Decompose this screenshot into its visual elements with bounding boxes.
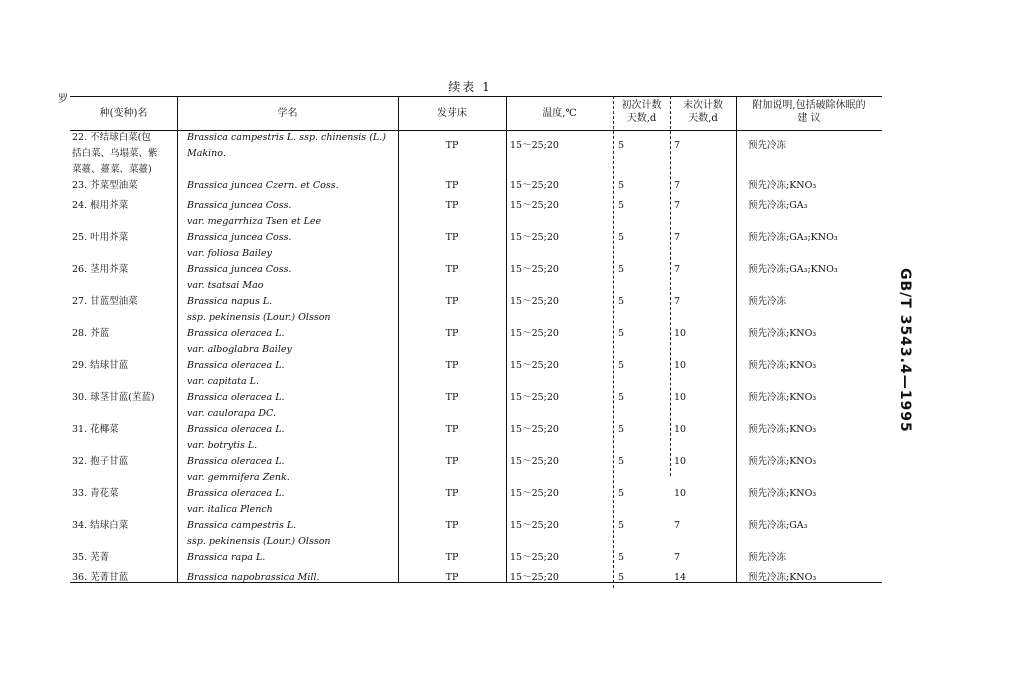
header-species: 种(变种)名 — [99, 108, 148, 119]
substrate-value: TP — [445, 296, 459, 307]
final-count-value: 10 — [674, 328, 687, 339]
scientific-name-line: Brassica napobrassica Mill. — [187, 572, 320, 583]
species-name — [72, 178, 176, 194]
scientific-name-line: Brassica rapa L. — [187, 552, 266, 563]
scientific-name-line: Brassica oleracea L. — [187, 360, 285, 371]
remark-value: 预先冷冻;KNO₃ — [748, 572, 817, 583]
scientific-name — [187, 390, 397, 422]
temperature-value: 15～25;20 — [510, 360, 559, 371]
scientific-name-line: Brassica juncea Czern. et Coss. — [187, 180, 339, 191]
header-remarks-line1: 附加说明,包括破除休眠的 — [752, 100, 866, 111]
scientific-name-line: var. megarrhiza Tsen et Lee — [187, 216, 322, 227]
species-name — [72, 198, 176, 214]
scientific-name — [187, 230, 397, 262]
species-name-line: 34. 结球白菜 — [72, 520, 129, 531]
scientific-name-line: var. gemmifera Zenk. — [187, 472, 290, 483]
first-count-value: 5 — [618, 552, 625, 563]
remark-value: 预先冷冻;GA₃ — [748, 520, 808, 531]
species-name — [72, 130, 176, 178]
scientific-name — [187, 198, 397, 230]
species-name-line: 35. 芜菁 — [72, 552, 110, 563]
header-first-count — [613, 99, 670, 125]
first-count-value: 5 — [618, 296, 625, 307]
remark-value: 预先冷冻;GA₃;KNO₃ — [748, 264, 838, 275]
temperature-value: 15～25;20 — [510, 140, 559, 151]
species-name-line: 33. 青花菜 — [72, 488, 119, 499]
substrate-value: TP — [445, 264, 459, 275]
first-count-value: 5 — [618, 200, 625, 211]
substrate-value: TP — [445, 488, 459, 499]
species-name — [72, 230, 176, 246]
standard-code-text: GB/T 3543.4—1995 — [897, 268, 913, 433]
first-count-value: 5 — [618, 456, 625, 467]
scientific-name-line: Brassica napus L. — [187, 296, 273, 307]
first-count-value: 5 — [618, 572, 625, 583]
first-count-value: 5 — [618, 488, 625, 499]
species-name — [72, 518, 176, 534]
temperature-value: 15～25;20 — [510, 520, 559, 531]
remark-value: 预先冷冻;KNO₃ — [748, 424, 817, 435]
temperature-value: 15～25;20 — [510, 552, 559, 563]
temperature-value: 15～25;20 — [510, 456, 559, 467]
table-caption: 续表 1 — [448, 80, 492, 94]
scientific-name-line: var. foliosa Bailey — [187, 248, 272, 259]
scientific-name-line: Brassica oleracea L. — [187, 392, 285, 403]
species-name-line: 32. 抱子甘蓝 — [72, 456, 129, 467]
species-name — [72, 262, 176, 278]
corner-mark: 罗 — [58, 94, 68, 105]
scientific-name — [187, 358, 397, 390]
species-name-line: 36. 芜菁甘蓝 — [72, 572, 129, 583]
scientific-name-line: Brassica oleracea L. — [187, 488, 285, 499]
final-count-value: 7 — [674, 180, 681, 191]
substrate-value: TP — [445, 360, 459, 371]
col-divider — [736, 96, 737, 582]
col-divider — [670, 96, 671, 476]
final-count-value: 7 — [674, 200, 681, 211]
final-count-value: 14 — [674, 572, 687, 583]
final-count-value: 10 — [674, 488, 687, 499]
final-count-value: 7 — [674, 140, 681, 151]
scientific-name — [187, 570, 397, 586]
first-count-value: 5 — [618, 328, 625, 339]
species-name-line: 27. 甘蓝型油菜 — [72, 296, 138, 307]
header-final-count — [670, 99, 736, 125]
species-name-line: 括白菜、乌塌菜、紫 — [72, 148, 158, 159]
substrate-value: TP — [445, 520, 459, 531]
header-remarks — [736, 99, 882, 125]
temperature-value: 15～25;20 — [510, 328, 559, 339]
header-first-count-line2: 天数,d — [626, 113, 657, 124]
scientific-name — [187, 262, 397, 294]
final-count-value: 7 — [674, 232, 681, 243]
scientific-name-line: Brassica oleracea L. — [187, 456, 285, 467]
first-count-value: 5 — [618, 392, 625, 403]
final-count-value: 10 — [674, 456, 687, 467]
species-name — [72, 486, 176, 502]
substrate-value: TP — [445, 140, 459, 151]
species-name-line: 24. 根用芥菜 — [72, 200, 129, 211]
scientific-name — [187, 178, 397, 194]
substrate-value: TP — [445, 180, 459, 191]
scientific-name-line: Brassica juncea Coss. — [187, 232, 292, 243]
standard-code-vertical — [895, 268, 915, 433]
remark-value: 预先冷冻;GA₃;KNO₃ — [748, 232, 838, 243]
final-count-value: 7 — [674, 552, 681, 563]
remark-value: 预先冷冻;KNO₃ — [748, 392, 817, 403]
remark-value: 预先冷冻;KNO₃ — [748, 328, 817, 339]
scientific-name-line: var. capitata L. — [187, 376, 259, 387]
temperature-value: 15～25;20 — [510, 180, 559, 191]
temperature-value: 15～25;20 — [510, 264, 559, 275]
first-count-value: 5 — [618, 232, 625, 243]
scientific-name-line: var. italica Plench — [187, 504, 273, 515]
species-name — [72, 358, 176, 374]
final-count-value: 7 — [674, 520, 681, 531]
top-rule — [70, 96, 882, 97]
scientific-name-line: Brassica campestris L. — [187, 520, 297, 531]
species-name-line: 26. 茎用芥菜 — [72, 264, 129, 275]
header-remarks-line2: 建 议 — [797, 113, 821, 124]
species-name-line: 30. 球茎甘蓝(苤蓝) — [72, 392, 155, 403]
scientific-name — [187, 326, 397, 358]
col-divider — [506, 96, 507, 582]
substrate-value: TP — [445, 456, 459, 467]
final-count-value: 10 — [674, 424, 687, 435]
remark-value: 预先冷冻 — [748, 552, 787, 563]
first-count-value: 5 — [618, 424, 625, 435]
species-name-line: 23. 芥菜型油菜 — [72, 180, 138, 191]
final-count-value: 10 — [674, 360, 687, 371]
first-count-value: 5 — [618, 140, 625, 151]
temperature-value: 15～25;20 — [510, 572, 559, 583]
species-name — [72, 570, 176, 586]
remark-value: 预先冷冻;KNO₃ — [748, 456, 817, 467]
remark-value: 预先冷冻 — [748, 296, 787, 307]
scientific-name-line: Brassica oleracea L. — [187, 328, 285, 339]
first-count-value: 5 — [618, 360, 625, 371]
final-count-value: 7 — [674, 264, 681, 275]
species-name-line: 22. 不结球白菜(包 — [72, 132, 151, 143]
species-name-line: 25. 叶用芥菜 — [72, 232, 129, 243]
first-count-value: 5 — [618, 264, 625, 275]
header-final-count-line2: 天数,d — [688, 113, 718, 124]
substrate-value: TP — [445, 424, 459, 435]
scientific-name-line: ssp. pekinensis (Lour.) Olsson — [187, 536, 331, 547]
species-name-line: 31. 花椰菜 — [72, 424, 119, 435]
substrate-value: TP — [445, 200, 459, 211]
col-divider — [177, 96, 178, 582]
scientific-name-line: var. botrytis L. — [187, 440, 258, 451]
remark-value: 预先冷冻 — [748, 140, 787, 151]
temperature-value: 15～25;20 — [510, 488, 559, 499]
header-substrate: 发芽床 — [437, 108, 467, 119]
header-temperature: 温度,℃ — [542, 108, 577, 119]
col-divider — [613, 96, 614, 588]
remark-value: 预先冷冻;KNO₃ — [748, 180, 817, 191]
scientific-name — [187, 130, 397, 162]
scientific-name-line: Brassica juncea Coss. — [187, 200, 292, 211]
scientific-name-line: var. tsatsai Mao — [187, 280, 264, 291]
scientific-name-line: Brassica campestris L. ssp. chinensis (L.) — [187, 132, 386, 143]
species-name — [72, 454, 176, 470]
temperature-value: 15～25;20 — [510, 424, 559, 435]
final-count-value: 7 — [674, 296, 681, 307]
species-name — [72, 390, 176, 406]
substrate-value: TP — [445, 392, 459, 403]
species-name — [72, 422, 176, 438]
substrate-value: TP — [445, 328, 459, 339]
temperature-value: 15～25;20 — [510, 392, 559, 403]
first-count-value: 5 — [618, 180, 625, 191]
scientific-name — [187, 294, 397, 326]
scientific-name-line: ssp. pekinensis (Lour.) Olsson — [187, 312, 331, 323]
temperature-value: 15～25;20 — [510, 232, 559, 243]
scientific-name — [187, 518, 397, 550]
temperature-value: 15～25;20 — [510, 296, 559, 307]
species-name — [72, 326, 176, 342]
species-name — [72, 294, 176, 310]
scientific-name — [187, 486, 397, 518]
species-name — [72, 550, 176, 566]
remark-value: 预先冷冻;GA₃ — [748, 200, 808, 211]
scientific-name — [187, 422, 397, 454]
remark-value: 预先冷冻;KNO₃ — [748, 488, 817, 499]
scientific-name-line: Brassica oleracea L. — [187, 424, 285, 435]
substrate-value: TP — [445, 572, 459, 583]
header-first-count-line1: 初次计数 — [621, 100, 662, 111]
temperature-value: 15～25;20 — [510, 200, 559, 211]
species-name-line: 29. 结球甘蓝 — [72, 360, 129, 371]
species-name-line: 菜薹、薹菜、菜薹) — [72, 164, 152, 175]
header-final-count-line1: 末次计数 — [683, 100, 723, 111]
remark-value: 预先冷冻;KNO₃ — [748, 360, 817, 371]
first-count-value: 5 — [618, 520, 625, 531]
scientific-name — [187, 454, 397, 486]
scientific-name — [187, 550, 397, 566]
header-scientific-name: 学名 — [277, 108, 298, 119]
scientific-name-line: var. caulorapa DC. — [187, 408, 276, 419]
species-name-line: 28. 芥蓝 — [72, 328, 110, 339]
scientific-name-line: Brassica juncea Coss. — [187, 264, 292, 275]
substrate-value: TP — [445, 552, 459, 563]
scientific-name-line: Makino. — [187, 148, 226, 159]
scientific-name-line: var. alboglabra Bailey — [187, 344, 292, 355]
final-count-value: 10 — [674, 392, 687, 403]
substrate-value: TP — [445, 232, 459, 243]
